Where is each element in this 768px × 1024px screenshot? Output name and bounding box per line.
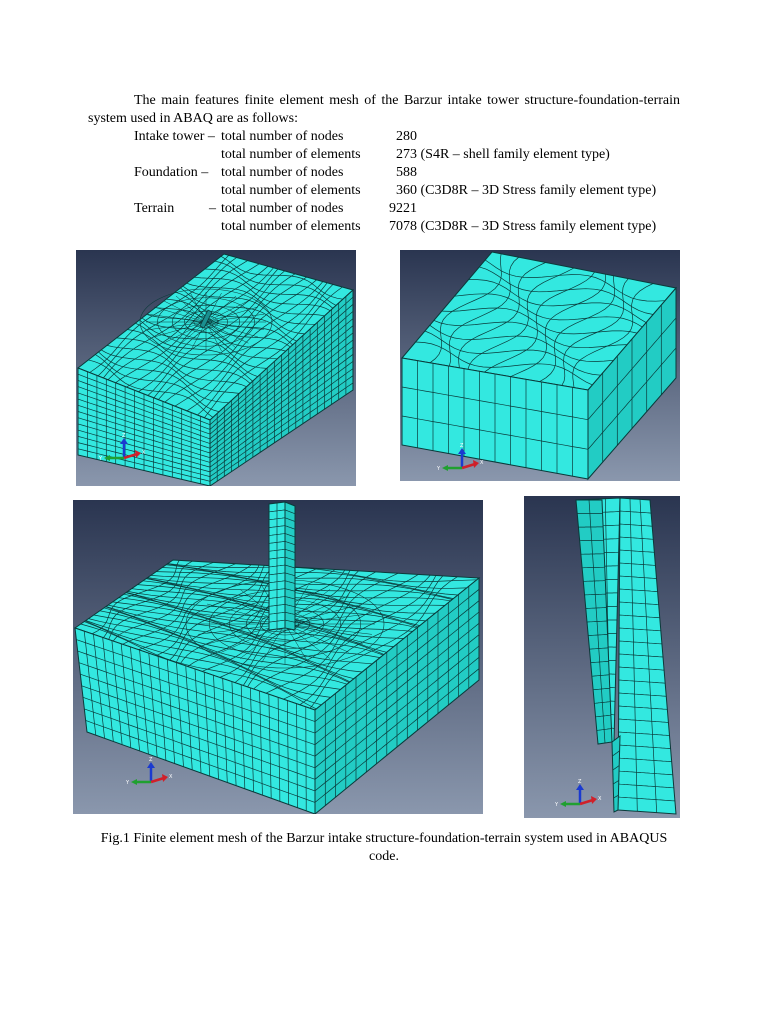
row-desc: total number of nodes bbox=[221, 165, 344, 180]
terrain-mesh-panel bbox=[76, 250, 356, 486]
foundation-mesh-image bbox=[400, 250, 680, 481]
axis-label-x: X bbox=[142, 450, 146, 456]
row-label-foundation: Foundation – bbox=[134, 165, 209, 180]
terrain-mesh-image bbox=[76, 250, 356, 486]
full-system-mesh-panel bbox=[73, 500, 483, 814]
row-value: 273 (S4R – shell family element type) bbox=[396, 147, 610, 162]
axis-label-z: Z bbox=[122, 433, 126, 439]
row-value: 360 (C3D8R – 3D Stress family element type) bbox=[396, 183, 657, 198]
row-desc: total number of nodes bbox=[221, 129, 344, 144]
axis-label-x: X bbox=[169, 774, 173, 780]
row-value: 7078 (C3D8R – 3D Stress family element type) bbox=[389, 219, 657, 234]
full-system-mesh-image bbox=[73, 500, 483, 814]
axis-label-y: Y bbox=[126, 780, 130, 786]
axis-label-z: Z bbox=[578, 779, 582, 785]
axis-label-y: Y bbox=[99, 456, 103, 462]
row-label-terrain: Terrain bbox=[134, 201, 175, 216]
axis-label-y: Y bbox=[437, 466, 441, 472]
row-value: 588 bbox=[396, 165, 417, 180]
intake-tower-mesh-image bbox=[524, 496, 680, 818]
axis-label-x: X bbox=[598, 796, 602, 802]
tower-front-face bbox=[269, 502, 285, 630]
row-value: 280 bbox=[396, 129, 417, 144]
axis-label-y: Y bbox=[555, 802, 559, 808]
row-dash: – bbox=[209, 201, 216, 216]
row-label-intake: Intake tower – bbox=[134, 129, 215, 144]
axis-label-z: Z bbox=[460, 443, 464, 449]
row-value: 9221 bbox=[389, 201, 417, 216]
axis-label-x: X bbox=[480, 460, 484, 466]
figure-caption: Fig.1 Finite element mesh of the Barzur intake structure-foundation-terrain system used in ABAQUS code. bbox=[100, 831, 668, 864]
row-desc: total number of elements bbox=[221, 219, 361, 234]
tower-side-face bbox=[285, 502, 295, 630]
intake-tower-mesh-panel bbox=[524, 496, 680, 818]
row-desc: total number of nodes bbox=[221, 201, 344, 216]
row-desc: total number of elements bbox=[221, 147, 361, 162]
row-desc: total number of elements bbox=[221, 183, 361, 198]
intro-paragraph: The main features finite element mesh of the Barzur intake tower structure-foundation-terrain system used in ABAQ are as follows: bbox=[88, 93, 680, 126]
foundation-mesh-panel bbox=[400, 250, 680, 481]
axis-label-z: Z bbox=[149, 757, 153, 763]
